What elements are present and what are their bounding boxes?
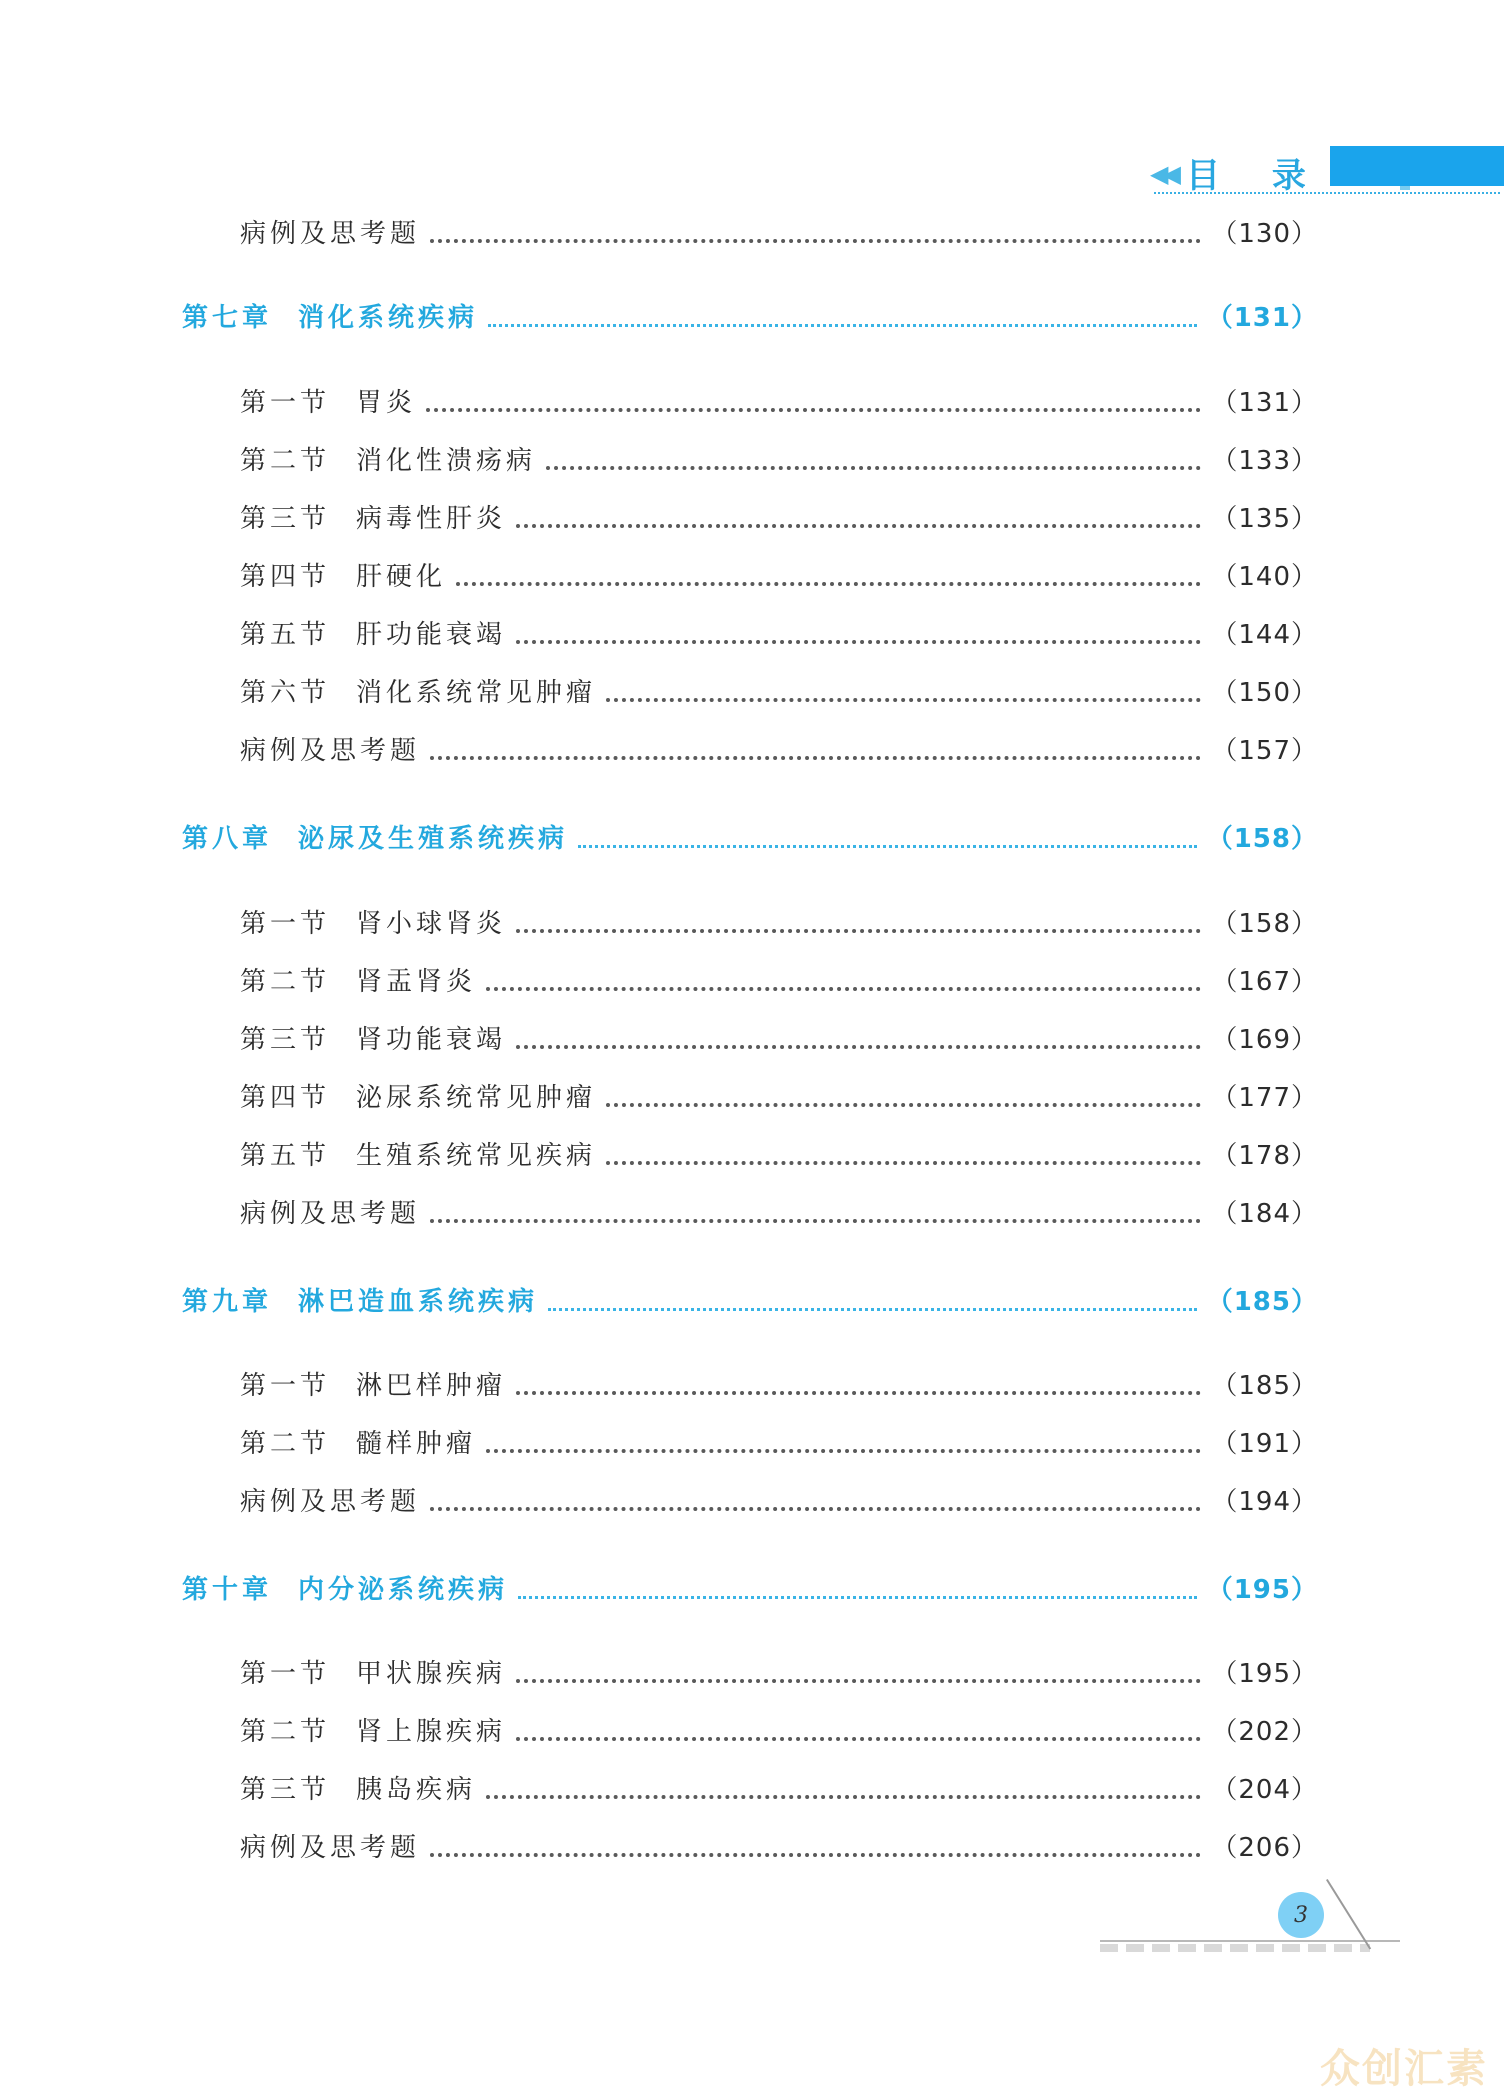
toc-title: 肾小球肾炎 bbox=[356, 909, 507, 939]
dot-leader bbox=[430, 756, 1201, 760]
toc-number: 第十章 bbox=[182, 1575, 273, 1605]
toc-entry bbox=[240, 445, 1318, 477]
toc-entry bbox=[240, 1198, 1318, 1230]
toc-number: 第一节 bbox=[240, 1659, 331, 1689]
toc-entry bbox=[240, 677, 1318, 709]
dot-leader bbox=[516, 524, 1201, 528]
toc-title: 甲状腺疾病 bbox=[356, 1659, 507, 1689]
header-dotted-rule bbox=[1154, 192, 1500, 194]
dot-leader bbox=[486, 987, 1201, 991]
toc-number: 第三节 bbox=[240, 1775, 331, 1805]
toc-number: 第二节 bbox=[240, 967, 331, 997]
toc-number: 第九章 bbox=[182, 1287, 273, 1317]
toc-page-number: （194） bbox=[1211, 1487, 1318, 1517]
toc-number: 第一节 bbox=[240, 909, 331, 939]
toc-page-number: （140） bbox=[1211, 562, 1318, 592]
dot-leader bbox=[516, 1045, 1201, 1049]
dot-leader bbox=[578, 845, 1197, 848]
toc-page-number: （185） bbox=[1211, 1371, 1318, 1401]
dot-leader bbox=[430, 1507, 1201, 1511]
toc-title: 消化性溃疡病 bbox=[356, 446, 537, 476]
toc-number: 第二节 bbox=[240, 1717, 331, 1747]
dot-leader bbox=[606, 1103, 1201, 1107]
toc-page-number: （169） bbox=[1211, 1025, 1318, 1055]
toc-entry bbox=[240, 1716, 1318, 1748]
toc-entry bbox=[240, 1658, 1318, 1690]
toc-title: 病例及思考题 bbox=[240, 736, 421, 766]
toc-title: 肝功能衰竭 bbox=[356, 620, 507, 650]
toc-title: 胃炎 bbox=[356, 388, 417, 418]
toc-entry bbox=[240, 218, 1318, 250]
toc-entry bbox=[240, 1486, 1318, 1518]
toc-title: 泌尿及生殖系统疾病 bbox=[298, 824, 569, 854]
toc-number: 第四节 bbox=[240, 1083, 331, 1113]
dot-leader bbox=[486, 1795, 1201, 1799]
toc-page-number: （195） bbox=[1206, 1575, 1318, 1605]
toc-entry bbox=[240, 735, 1318, 767]
toc-title: 病毒性肝炎 bbox=[356, 504, 507, 534]
double-arrow-left-icon: ◀◀ bbox=[1150, 160, 1175, 188]
dot-leader bbox=[548, 1308, 1197, 1311]
toc-title: 内分泌系统疾病 bbox=[298, 1575, 509, 1605]
toc-title: 髓样肿瘤 bbox=[356, 1429, 477, 1459]
header-accent-bar bbox=[1330, 146, 1504, 186]
footer-stripes bbox=[1100, 1944, 1370, 1952]
toc-number: 第四节 bbox=[240, 562, 331, 592]
dot-leader bbox=[516, 1737, 1201, 1741]
toc-title: 淋巴造血系统疾病 bbox=[298, 1287, 539, 1317]
toc-entry bbox=[240, 1370, 1318, 1402]
toc-title: 肾功能衰竭 bbox=[356, 1025, 507, 1055]
toc-number: 第六节 bbox=[240, 678, 331, 708]
dot-leader bbox=[518, 1596, 1197, 1599]
toc-page-number: （133） bbox=[1211, 446, 1318, 476]
dot-leader bbox=[516, 1391, 1201, 1395]
dot-leader bbox=[426, 408, 1201, 412]
toc-entry bbox=[240, 966, 1318, 998]
toc-page-number: （184） bbox=[1211, 1199, 1318, 1229]
toc-header bbox=[1150, 146, 1500, 202]
toc-title: 病例及思考题 bbox=[240, 219, 421, 249]
dot-leader bbox=[516, 1679, 1201, 1683]
toc-title: 病例及思考题 bbox=[240, 1487, 421, 1517]
toc-page-number: （157） bbox=[1211, 736, 1318, 766]
toc-number: 第三节 bbox=[240, 1025, 331, 1055]
footer-rule bbox=[1100, 1940, 1400, 1942]
toc-number: 第七章 bbox=[182, 303, 273, 333]
dot-leader bbox=[488, 324, 1197, 327]
toc-title: 生殖系统常见疾病 bbox=[356, 1141, 597, 1171]
toc-entry bbox=[240, 1428, 1318, 1460]
toc-entry bbox=[240, 503, 1318, 535]
toc-entry bbox=[240, 1024, 1318, 1056]
dot-leader bbox=[606, 1161, 1201, 1165]
toc-title: 肾上腺疾病 bbox=[356, 1717, 507, 1747]
dot-leader bbox=[430, 1853, 1201, 1857]
toc-page-number: （178） bbox=[1211, 1141, 1318, 1171]
toc-number: 第一节 bbox=[240, 388, 331, 418]
dot-leader bbox=[486, 1449, 1201, 1453]
toc-number: 第二节 bbox=[240, 1429, 331, 1459]
toc-title: 病例及思考题 bbox=[240, 1199, 421, 1229]
toc-entry bbox=[240, 387, 1318, 419]
toc-title: 消化系统疾病 bbox=[298, 303, 479, 333]
toc-entry bbox=[240, 1140, 1318, 1172]
toc-page-number: （204） bbox=[1211, 1775, 1318, 1805]
toc-page-number: （130） bbox=[1211, 219, 1318, 249]
toc-number: 第五节 bbox=[240, 620, 331, 650]
toc-page-number: （135） bbox=[1211, 504, 1318, 534]
dot-leader bbox=[430, 239, 1201, 243]
toc-page-number: （191） bbox=[1211, 1429, 1318, 1459]
toc-entry bbox=[240, 1774, 1318, 1806]
header-title: 目 录 bbox=[1186, 156, 1326, 196]
dot-leader bbox=[516, 640, 1201, 644]
toc-title: 淋巴样肿瘤 bbox=[356, 1371, 507, 1401]
toc-page-number: （131） bbox=[1206, 303, 1318, 333]
toc-number: 第一节 bbox=[240, 1371, 331, 1401]
toc-entry bbox=[240, 561, 1318, 593]
toc-page-number: （185） bbox=[1206, 1287, 1318, 1317]
toc-page-number: （195） bbox=[1211, 1659, 1318, 1689]
toc-title: 消化系统常见肿瘤 bbox=[356, 678, 597, 708]
dot-leader bbox=[456, 582, 1201, 586]
toc-entry bbox=[240, 908, 1318, 940]
dot-leader bbox=[430, 1219, 1201, 1223]
toc-page-number: （206） bbox=[1211, 1833, 1318, 1863]
toc-page-number: （131） bbox=[1211, 388, 1318, 418]
toc-entry bbox=[240, 1082, 1318, 1114]
toc-entry bbox=[240, 1832, 1318, 1864]
toc-title: 泌尿系统常见肿瘤 bbox=[356, 1083, 597, 1113]
toc-number: 第八章 bbox=[182, 824, 273, 854]
toc-page-number: （202） bbox=[1211, 1717, 1318, 1747]
watermark: 众创汇素 bbox=[1320, 2046, 1488, 2092]
toc-chapter bbox=[182, 302, 1318, 334]
footer-slash bbox=[1326, 1879, 1371, 1950]
page-footer bbox=[1090, 1880, 1410, 1960]
dot-leader bbox=[516, 929, 1201, 933]
toc-chapter bbox=[182, 823, 1318, 855]
dot-leader bbox=[606, 698, 1201, 702]
toc-entry bbox=[240, 619, 1318, 651]
toc-number: 第三节 bbox=[240, 504, 331, 534]
toc-title: 肾盂肾炎 bbox=[356, 967, 477, 997]
toc-title: 病例及思考题 bbox=[240, 1833, 421, 1863]
toc-page-number: （150） bbox=[1211, 678, 1318, 708]
toc-page-number: （158） bbox=[1206, 824, 1318, 854]
toc-page-number: （158） bbox=[1211, 909, 1318, 939]
dot-leader bbox=[546, 466, 1201, 470]
toc-chapter bbox=[182, 1286, 1318, 1318]
toc-number: 第二节 bbox=[240, 446, 331, 476]
toc-title: 肝硬化 bbox=[356, 562, 447, 592]
toc-page-number: （144） bbox=[1211, 620, 1318, 650]
toc-page-number: （167） bbox=[1211, 967, 1318, 997]
toc-title: 胰岛疾病 bbox=[356, 1775, 477, 1805]
toc-number: 第五节 bbox=[240, 1141, 331, 1171]
toc-page-number: （177） bbox=[1211, 1083, 1318, 1113]
page-number-badge: 3 bbox=[1278, 1892, 1324, 1938]
toc-chapter bbox=[182, 1574, 1318, 1606]
